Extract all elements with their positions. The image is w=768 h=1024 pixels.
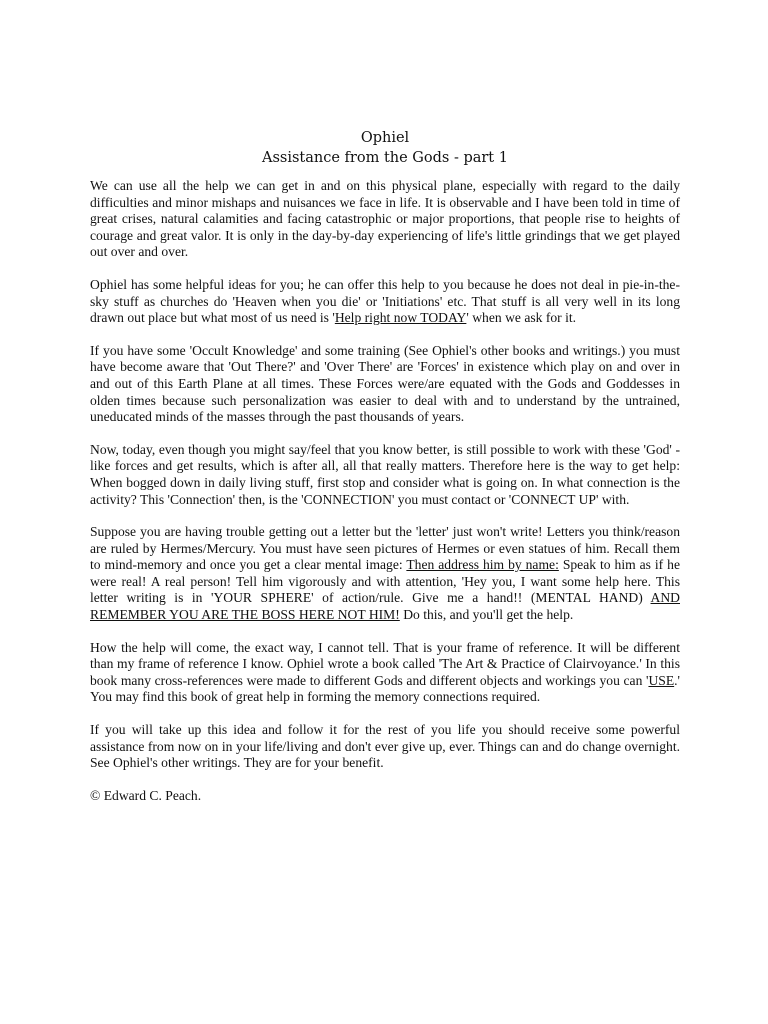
document-page xyxy=(90,128,680,804)
paragraph-1: We can use all the help we can get in and on this physical plane, especially with regard to the daily difficulties and minor mishaps and nuisances we face in life. It is observable and I have been told in time of great crises, natural calamities and facing catastrophic or major proportions, that people rise to heights of courage and great valor. It is only in the day-by-day experiencing of life's little grindings that we get played out over and over. xyxy=(90,178,680,260)
paragraph-5-text-a: Suppose you are having trouble getting out a letter but the 'letter' just won't write! Letters you think/reason are ruled by Hermes/Mercury. You must have seen pictures of Hermes or even statues of him. Recall them to mind-memory and once you get a clear mental image: xyxy=(90,524,680,573)
paragraph-6-text-b: .' You may find this book of great help in forming the memory connections required. xyxy=(90,672,680,705)
paragraph-2-underlined: Help right now TODAY xyxy=(334,310,467,326)
paragraph-6 xyxy=(90,640,680,706)
paragraph-5-underlined-1: Then address him by name: xyxy=(406,557,559,573)
paragraph-2-text-a: Ophiel has some helpful ideas for you; he can offer this help to you because he does not deal in pie-in-the-sky stuff as churches do 'Heaven when you die' or 'Initiations' etc. That stuff is all very well in its long drawn out place but what most of us need is ' xyxy=(90,276,680,326)
paragraph-5-underlined-2: AND REMEMBER YOU ARE THE BOSS HERE NOT HIM! xyxy=(90,590,680,623)
paragraph-2-text-b: ' when we ask for it. xyxy=(466,310,577,326)
paragraph-5-text-b: Speak to him as if he were real! A real person! Tell him vigorously and with attention, 'Hey you, I want some help here. This letter writing is in 'YOUR SPHERE' of action/rule. Give me a hand!! (MENTAL HAND) xyxy=(90,557,680,606)
paragraph-6-underlined: USE xyxy=(648,672,675,688)
document-title: Assistance from the Gods - part 1 xyxy=(262,150,508,166)
paragraph-3: If you have some 'Occult Knowledge' and some training (See Ophiel's other books and writings.) you must have become aware that 'Out There?' and 'Over There' are 'Forces' in existence which play on and over in and out of this Earth Plane at all times. These Forces were/are equated with the Gods and Goddesses in olden times because such personalization was easier to deal with and to understand by the untrained, uneducated minds of the masses through the past thousands of years. xyxy=(90,342,680,425)
paragraph-2 xyxy=(90,277,680,327)
paragraph-4: Now, today, even though you might say/feel that you know better, is still possible to work with these 'God' - like forces and get results, which is after all, all that really matters. Therefore here is the way to get help: When bogged down in daily living stuff, first stop and consider what is going on. In what connection is the activity? This 'Connection' then, is the 'CONNECTION' you must contact or 'CONNECT UP' with. xyxy=(90,441,680,507)
author-title: Ophiel xyxy=(360,130,410,146)
title-block xyxy=(90,128,680,168)
copyright-line: © Edward C. Peach. xyxy=(90,787,202,803)
paragraph-7: If you will take up this idea and follow it for the rest of you life you should receive some powerful assistance from now on in your life/living and don't ever give up, ever. Things can and do change overnight. See Ophiel's other writings. They are for your benefit. xyxy=(90,722,680,771)
paragraph-6-text-a: How the help will come, the exact way, I cannot tell. That is your frame of reference. It will be different than my frame of reference I know. Ophiel wrote a book called 'The Art & Practice of Clairvoyance.' In this book many cross-references were made to different Gods and different objects and workings you can ' xyxy=(90,639,680,688)
paragraph-5-text-c: Do this, and you'll get the help. xyxy=(399,607,574,623)
paragraph-5 xyxy=(90,524,680,624)
